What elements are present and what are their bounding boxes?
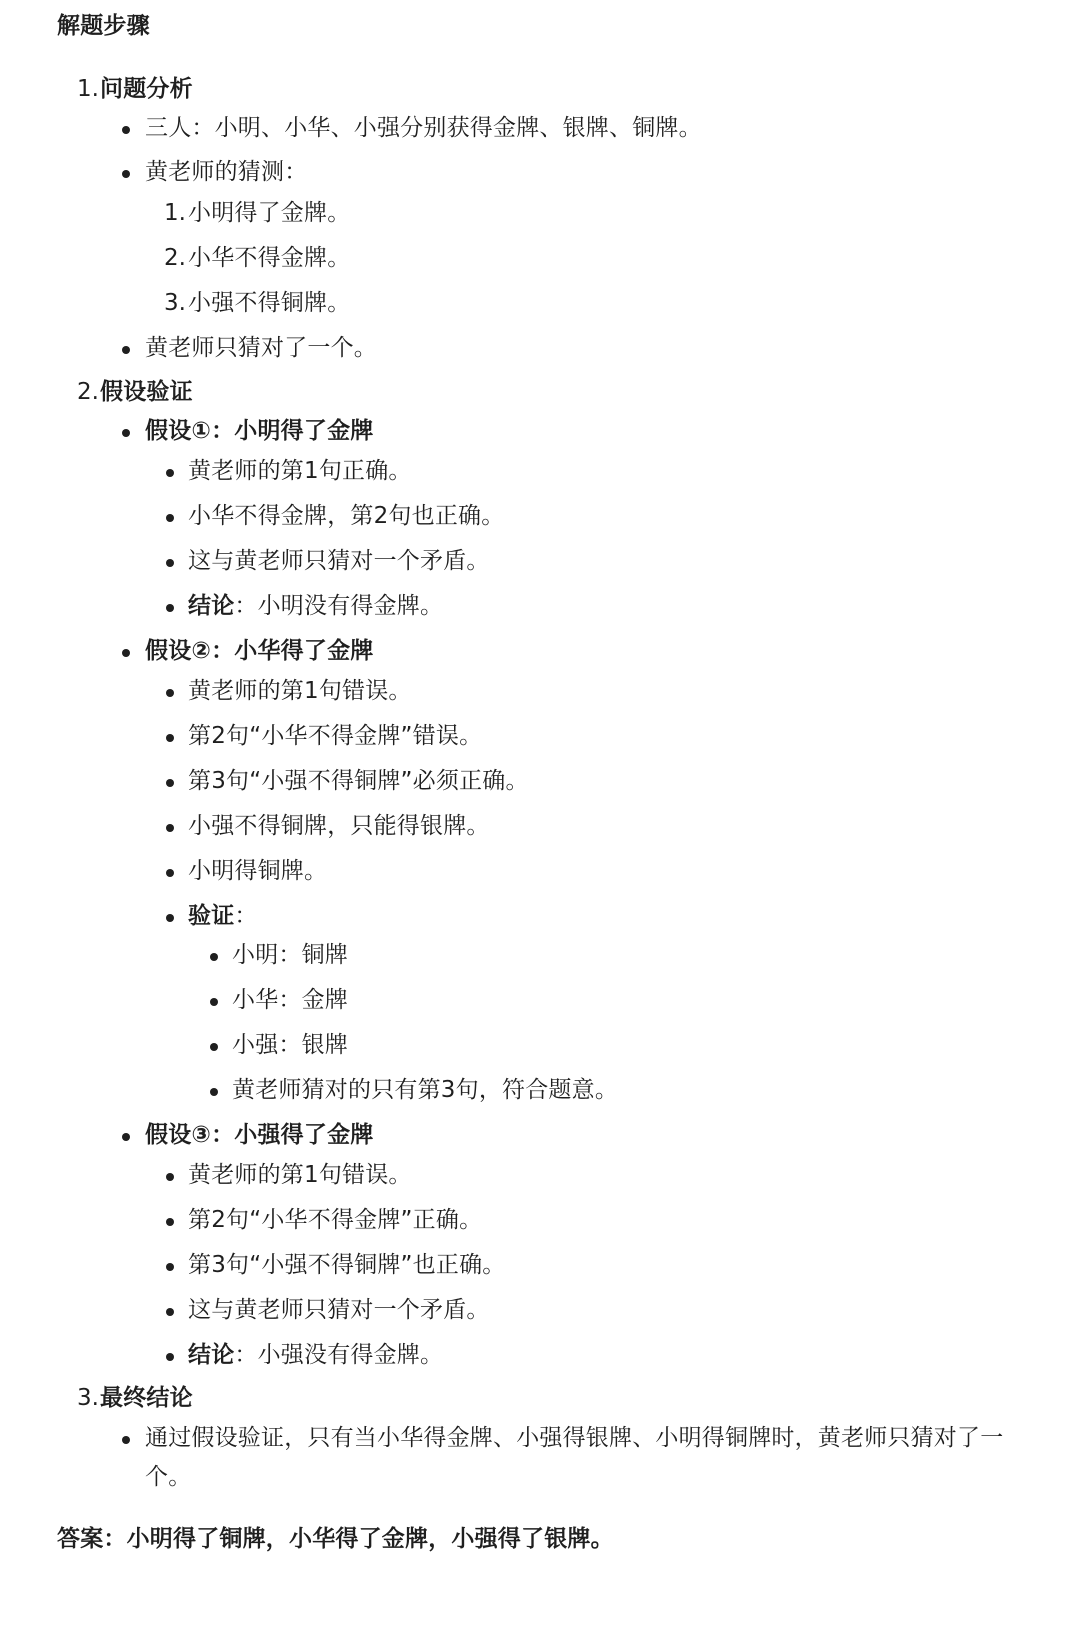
bullet-dot [166,914,174,922]
guess-item: 小华不得金牌。 [188,245,351,271]
list-item: 第3句“小强不得铜牌”也正确。 [188,1252,506,1278]
conclusion-item [188,591,443,621]
conclusion-item [188,1340,443,1370]
hypothesis-title: 假设①：小明得了金牌 [145,418,374,444]
heading: 解题步骤 [57,13,150,39]
bullet-dot [166,734,174,742]
bullet-dot [122,649,130,657]
bullet-dot [122,429,130,437]
list-item: 第2句“小华不得金牌”错误。 [188,723,483,749]
guess-number: 3. [164,290,186,316]
bullet-dot [166,1263,174,1271]
bullet-dot [210,998,218,1006]
section-number: 2. [77,379,99,405]
guess-number: 1. [164,200,186,226]
bullet-dot [166,1173,174,1181]
bullet-dot [210,953,218,961]
list-item: 小明得铜牌。 [188,858,328,884]
list-item: 黄老师的第1句错误。 [188,678,412,704]
list-item: 黄老师的第1句正确。 [188,458,412,484]
conclusion-text: ：小强没有得金牌。 [234,1342,444,1368]
bullet-dot [122,126,130,134]
verify-colon: ： [234,903,258,929]
bullet-dot [166,869,174,877]
bullet-dot [122,170,130,178]
bullet-dot [166,514,174,522]
hypothesis-title: 假设②：小华得了金牌 [145,638,374,664]
section-title: 假设验证 [100,379,193,405]
guess-item: 小强不得铜牌。 [188,290,351,316]
conclusion-label: 结论 [188,1342,235,1368]
section-title: 问题分析 [100,76,193,102]
bullet-dot [166,779,174,787]
list-item: 黄老师的第1句错误。 [188,1162,412,1188]
list-item: 小强不得铜牌，只能得银牌。 [188,813,490,839]
bullet-dot [166,1308,174,1316]
bullet-dot [122,346,130,354]
bullet-dot [210,1043,218,1051]
list-item: 小华不得金牌，第2句也正确。 [188,503,505,529]
bullet-dot [122,1436,130,1444]
guess-number: 2. [164,245,186,271]
section-title: 最终结论 [100,1385,193,1411]
conclusion-text: ：小明没有得金牌。 [234,593,444,619]
list-item: 三人：小明、小华、小强分别获得金牌、银牌、铜牌。 [145,115,702,141]
verify-list-item: 小强：银牌 [232,1032,348,1058]
conclusion-label: 结论 [188,593,235,619]
list-item-continuation: 个。 [145,1464,192,1490]
bullet-dot [166,824,174,832]
hypothesis-title: 假设③：小强得了金牌 [145,1122,374,1148]
bullet-dot [166,469,174,477]
verify-list-item: 黄老师猜对的只有第3句，符合题意。 [232,1077,619,1103]
bullet-dot [166,559,174,567]
list-item: 黄老师的猜测： [145,159,308,185]
list-item: 第3句“小强不得铜牌”必须正确。 [188,768,529,794]
answer: 答案：小明得了铜牌，小华得了金牌，小强得了银牌。 [57,1526,614,1552]
list-item: 这与黄老师只猜对一个矛盾。 [188,1297,490,1323]
bullet-dot [166,1218,174,1226]
list-item: 通过假设验证，只有当小华得金牌、小强得银牌、小明得铜牌时，黄老师只猜对了一 [145,1425,1004,1451]
section-number: 3. [77,1385,99,1411]
list-item: 这与黄老师只猜对一个矛盾。 [188,548,490,574]
bullet-dot [166,604,174,612]
guess-item: 小明得了金牌。 [188,200,351,226]
section-number: 1. [77,76,99,102]
verify-item [188,901,258,931]
bullet-dot [166,689,174,697]
verify-label: 验证 [188,903,235,929]
verify-list-item: 小华：金牌 [232,987,348,1013]
list-item: 第2句“小华不得金牌”正确。 [188,1207,483,1233]
verify-list-item: 小明：铜牌 [232,942,348,968]
bullet-dot [166,1353,174,1361]
bullet-dot [122,1133,130,1141]
list-item: 黄老师只猜对了一个。 [145,335,377,361]
bullet-dot [210,1088,218,1096]
